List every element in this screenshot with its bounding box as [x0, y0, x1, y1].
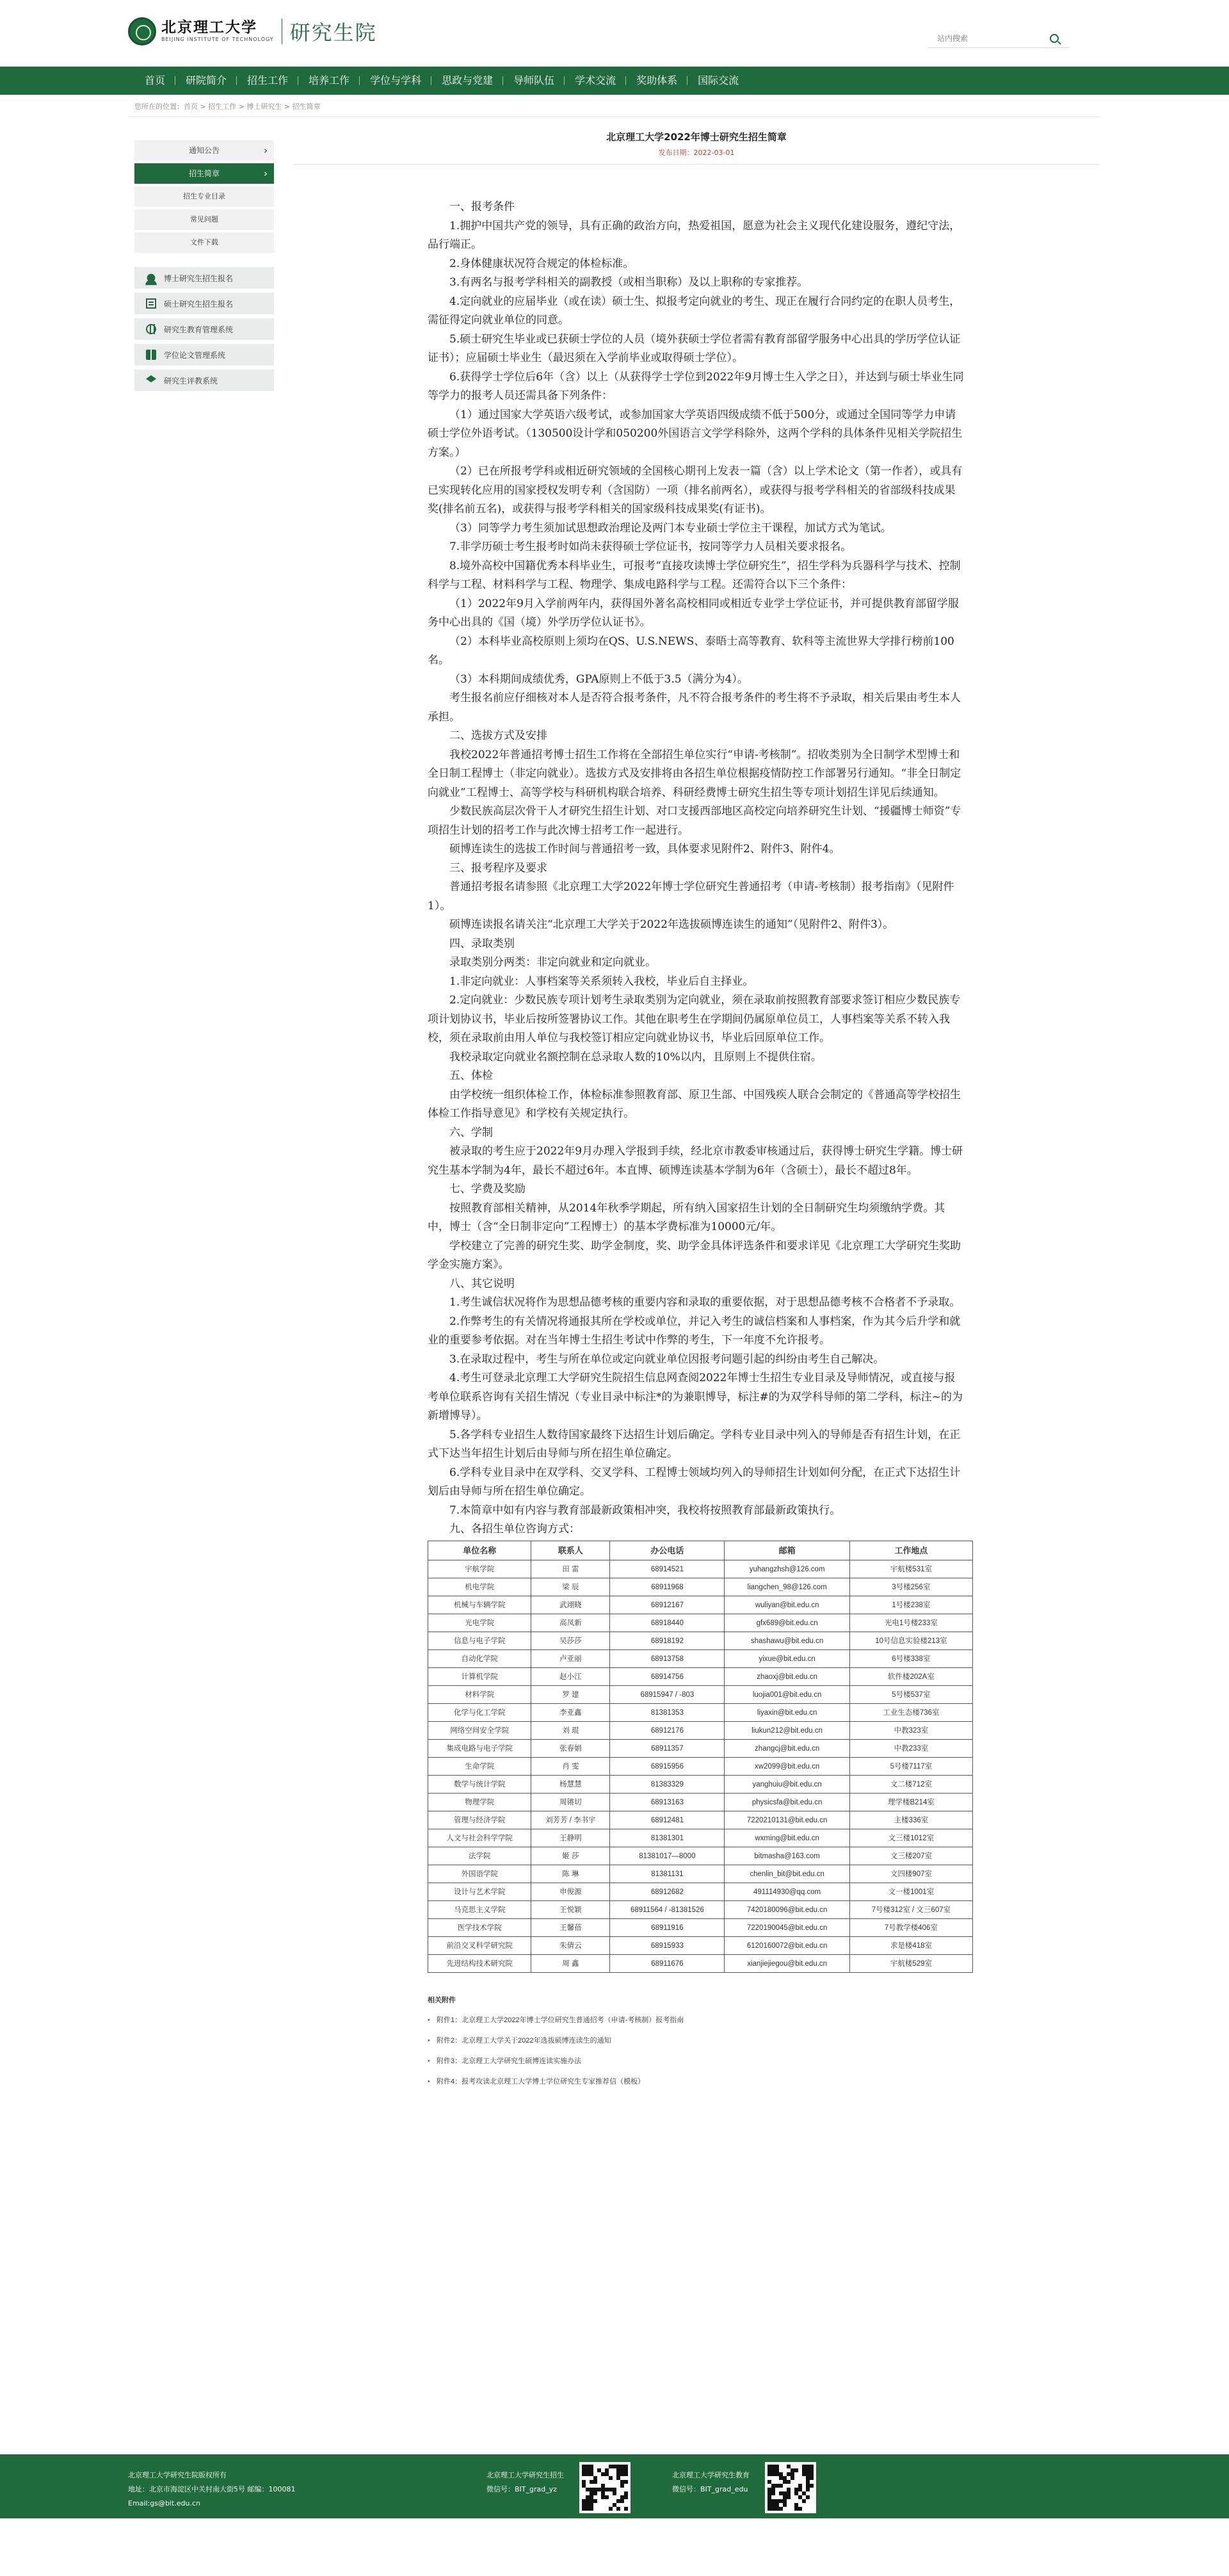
table-cell: 物理学院	[428, 1794, 531, 1811]
article-paragraph: 被录取的考生应于2022年9月办理入学报到手续，经北京市教委审核通过后，获得博士研究生学籍。博士研究生基本学制为4年，最长不超过6年。本直博、硕博连读基本学制为6年（含硕士），最长不超过8年。	[428, 1145, 963, 1177]
qr-code-icon	[579, 2462, 631, 2513]
article-paragraph: 学校建立了完善的研究生奖、助学金制度，奖、助学金具体评选条件和要求详见《北京理工大学研究生奖助学金实施方案》。	[428, 1239, 961, 1271]
table-cell: 设计与艺术学院	[428, 1883, 531, 1901]
nav-item[interactable]: 导师队伍	[503, 67, 565, 95]
table-cell: 主楼336室	[849, 1811, 972, 1829]
article-paragraph: 3.有两名与报考学科相关的副教授（或相当职称）及以上职称的专家推荐。	[449, 276, 808, 289]
logo-en: BEIJING INSTITUTE OF TECHNOLOGY	[161, 36, 274, 42]
table-cell: 刘 琨	[531, 1722, 610, 1740]
article-paragraph: （1）2022年9月入学前两年内，获得国外著名高校相同或相近专业学士学位证书，并可提供教育部留学服务中心出具的《国（境）外学历学位认证书》。	[428, 597, 959, 629]
article-paragraph: 六、学制	[449, 1126, 493, 1139]
article-paragraph: 七、学费及奖励	[449, 1183, 526, 1195]
table-cell: 68911916	[610, 1919, 725, 1937]
qr2-title: 北京理工大学研究生教育	[672, 2471, 750, 2479]
table-cell: 7号教学楼406室	[849, 1919, 972, 1937]
table-cell: 机械与车辆学院	[428, 1596, 531, 1614]
table-cell: physicsfa@bit.edu.cn	[725, 1794, 849, 1811]
table-cell: xw2099@bit.edu.cn	[725, 1758, 849, 1776]
nav-item[interactable]: 培养工作	[298, 67, 360, 95]
header	[0, 0, 1229, 67]
table-row	[428, 1740, 973, 1758]
table-cell: yanghuiu@bit.edu.cn	[725, 1776, 849, 1794]
table-cell: 王悦颖	[531, 1901, 610, 1919]
table-row	[428, 1776, 973, 1794]
article-paragraph: 5.硕士研究生毕业或已获硕士学位的人员（境外获硕士学位者需有教育部留学服务中心出具的学历学位认证证书）；应届硕士毕业生（最迟须在入学前毕业或取得硕士学位）。	[428, 332, 961, 364]
footer-address: 地址：北京市海淀区中关村南大街5号 邮编：100081	[128, 2485, 296, 2493]
person-icon	[147, 274, 156, 282]
table-cell: 68912481	[610, 1811, 725, 1829]
table-cell: 求是楼418室	[849, 1937, 972, 1955]
footer-copyright: 北京理工大学研究生院版权所有	[128, 2471, 227, 2479]
article-date: 发布日期：2022-03-01	[658, 149, 735, 157]
table-cell: 491114930@qq.com	[725, 1883, 849, 1901]
quick-link-label: 硕士研究生招生报名	[164, 299, 234, 309]
table-row	[428, 1560, 973, 1578]
article-paragraph: 八、其它说明	[449, 1277, 515, 1290]
table-cell: 68911968	[610, 1578, 725, 1596]
table-cell: 68911676	[610, 1955, 725, 1973]
logo-cn: 北京理工大学	[161, 19, 257, 36]
table-cell: 王静明	[531, 1829, 610, 1847]
article-title: 北京理工大学2022年博士研究生招生简章	[606, 131, 787, 143]
doc-icon	[146, 298, 156, 309]
sidebar-quick-link[interactable]	[134, 318, 274, 340]
contact-table	[428, 1541, 973, 1973]
table-cell: shashawu@bit.edu.cn	[725, 1632, 849, 1650]
table-cell: wuliyan@bit.edu.cn	[725, 1596, 849, 1614]
quick-link-label: 学位论文管理系统	[164, 350, 226, 360]
table-row	[428, 1919, 973, 1937]
article-paragraph: （3）同等学力考生须加试思想政治理论及两门本专业硕士学位主干课程，加试方式为笔试。	[449, 521, 892, 535]
qr1-sub: 微信号：BIT_grad_yz	[486, 2485, 558, 2493]
table-cell: 刘芳芳 / 李书宇	[531, 1811, 610, 1829]
table-row	[428, 1632, 973, 1650]
table-cell: 68915933	[610, 1937, 725, 1955]
nav-item[interactable]: 学位与学科	[360, 67, 431, 95]
table-row	[428, 1955, 973, 1973]
table-row	[428, 1668, 973, 1686]
table-cell: 理学楼B214室	[849, 1794, 972, 1811]
table-cell: 7220190045@bit.edu.cn	[725, 1919, 849, 1937]
article-paragraph: 四、录取类别	[449, 937, 515, 950]
table-cell: 81381131	[610, 1865, 725, 1883]
sidebar	[134, 140, 274, 395]
article-paragraph: 2.定向就业：少数民族专项计划考生录取类别为定向就业，须在录取前按照教育部要求签订相应少数民族专项计划协议书，毕业后按所签署协议工作。其他在职考生在学期间仍属原单位员工，人事档案等关系不转入我校，须在录取前由用人单位与我校签订相应定向就业协议书，毕业后回原单位工作。	[428, 994, 961, 1044]
table-row	[428, 1847, 973, 1865]
article-paragraph: 硕博连读报名请关注“北京理工大学关于2022年选拔硕博连读生的通知”（见附件2、附件3）。	[449, 918, 894, 931]
breadcrumb: 您所在的位置：首页 > 招生工作 > 博士研究生 > 招生简章	[134, 102, 321, 111]
nav-item[interactable]: 国际交流	[698, 74, 739, 86]
quick-link-label: 博士研究生招生报名	[164, 273, 234, 283]
table-cell: 6120160072@bit.edu.cn	[725, 1937, 849, 1955]
globe-icon	[146, 324, 156, 334]
article-paragraph: （2）本科毕业高校原则上须均在QS、U.S.NEWS、泰晤士高等教育、软科等主流世界大学排行榜前100名。	[428, 635, 954, 667]
table-cell: 朱倩云	[531, 1937, 610, 1955]
nav-item[interactable]: 招生工作	[237, 67, 298, 95]
table-cell: 文三楼207室	[849, 1847, 972, 1865]
quick-link-label: 研究生教育管理系统	[164, 325, 234, 334]
table-cell: 光电学院	[428, 1614, 531, 1632]
table-cell: 武翊晓	[531, 1596, 610, 1614]
footer-email: Email:gs@bit.edu.cn	[128, 2499, 201, 2507]
sidebar-quick-link[interactable]	[134, 293, 274, 314]
table-cell: xianjiejiegou@bit.edu.cn	[725, 1955, 849, 1973]
table-cell: 1号楼238室	[849, 1596, 972, 1614]
table-cell: 罗 建	[531, 1686, 610, 1704]
table-cell: 材料学院	[428, 1686, 531, 1704]
article-body	[428, 198, 965, 1973]
table-row	[428, 1686, 973, 1704]
nav-item[interactable]: 思政与党建	[431, 67, 503, 95]
article-paragraph: 一、报考条件	[449, 200, 515, 213]
chevron-right-icon: ›	[264, 145, 268, 156]
table-cell: 卢亚丽	[531, 1650, 610, 1668]
table-cell: 机电学院	[428, 1578, 531, 1596]
sidebar-menu-label: 招生专业目录	[183, 192, 225, 200]
table-cell: 光电1号楼233室	[849, 1614, 972, 1632]
table-cell: 医学技术学院	[428, 1919, 531, 1937]
main-nav	[0, 67, 1229, 95]
search-box	[928, 29, 1069, 48]
sidebar-menu-item[interactable]	[134, 186, 274, 207]
table-cell: 宇航学院	[428, 1560, 531, 1578]
table-header: 邮箱	[725, 1541, 849, 1560]
table-cell: 中教323室	[849, 1722, 972, 1740]
qr2-sub: 微信号：BIT_grad_edu	[672, 2485, 748, 2493]
table-cell: 集成电路与电子学院	[428, 1740, 531, 1758]
table-row	[428, 1811, 973, 1829]
article-paragraph: 由学校统一组织体检工作，体检标准参照教育部、原卫生部、中国残疾人联合会制定的《普通高等学校招生体检工作指导意见》和学校有关规定执行。	[428, 1088, 961, 1120]
university-logo[interactable]	[128, 17, 377, 46]
table-row	[428, 1650, 973, 1668]
article-paragraph: 九、各招生单位咨询方式：	[449, 1523, 580, 1535]
table-cell: 文三楼1012室	[849, 1829, 972, 1847]
article-paragraph: 少数民族高层次骨干人才研究生招生计划、对口支援西部地区高校定向培养研究生计划、“援疆博士师资”专项招生计划的招考工作与此次博士招考工作一起进行。	[428, 805, 961, 837]
table-cell: 7220210131@bit.edu.cn	[725, 1811, 849, 1829]
attachment-link[interactable]: • 附件4：报考攻读北京理工大学博士学位研究生专家推荐信（模板）	[428, 2077, 965, 2087]
table-cell: 68911357	[610, 1740, 725, 1758]
table-cell: 田 雷	[531, 1560, 610, 1578]
table-cell: 人文与社会科学学院	[428, 1829, 531, 1847]
table-cell: 高凤新	[531, 1614, 610, 1632]
table-cell: 杨慧慧	[531, 1776, 610, 1794]
table-cell: 宇航楼531室	[849, 1560, 972, 1578]
table-cell: 前沿交叉科学研究院	[428, 1937, 531, 1955]
table-cell: 5号楼7117室	[849, 1758, 972, 1776]
article-paragraph: 二、选拔方式及安排	[449, 729, 547, 742]
table-cell: 68911564 / -81381526	[610, 1901, 725, 1919]
table-header: 办公电话	[610, 1541, 725, 1560]
table-cell: luojia001@bit.edu.cn	[725, 1686, 849, 1704]
table-cell: 法学院	[428, 1847, 531, 1865]
table-cell: chenlin_bit@bit.edu.cn	[725, 1865, 849, 1883]
site-subtitle: 研究生院	[289, 20, 377, 45]
article-paragraph: 6.获得学士学位后6年（含）以上（从获得学士学位到2022年9月博士生入学之日），并达到与硕士毕业生同等学力的报考人员还需具备下列条件：	[428, 370, 964, 402]
article-paragraph: （3）本科期间成绩优秀，GPA原则上不低于3.5（满分为4）。	[449, 672, 748, 686]
table-cell: 信息与电子学院	[428, 1632, 531, 1650]
sidebar-menu-label: 通知公告	[188, 146, 220, 155]
sidebar-quick-link[interactable]	[134, 267, 274, 289]
article-paragraph: 3.在录取过程中，考生与所在单位或定向就业单位因报考问题引起的纠纷由考生自己解决。	[449, 1352, 885, 1366]
table-cell: 81381017—8000	[610, 1847, 725, 1865]
book-icon	[146, 350, 156, 360]
table-row	[428, 1865, 973, 1883]
table-cell: 化学与化工学院	[428, 1704, 531, 1722]
table-cell: 李亚鑫	[531, 1704, 610, 1722]
table-cell: 工业生态楼736室	[849, 1704, 972, 1722]
table-cell: 管理与经济学院	[428, 1811, 531, 1829]
table-cell: 68914521	[610, 1560, 725, 1578]
sidebar-menu-label: 招生简章	[188, 169, 220, 178]
table-header: 工作地点	[849, 1541, 972, 1560]
table-cell: 先进结构技术研究院	[428, 1955, 531, 1973]
table-cell: yixue@bit.edu.cn	[725, 1650, 849, 1668]
article-paragraph: （1）通过国家大学英语六级考试，或参加国家大学英语四级成绩不低于500分，或通过全国同等学力申请硕士学位外语考试。（130500设计学和050200外国语言文学学科除外，这两个学科的具体条件见相关学院招生方案。）	[428, 408, 963, 459]
table-cell: 68918440	[610, 1614, 725, 1632]
table-cell: 68912176	[610, 1722, 725, 1740]
table-cell: 6号楼338室	[849, 1650, 972, 1668]
table-cell: 68918192	[610, 1632, 725, 1650]
table-cell: bitmasha@163.com	[725, 1847, 849, 1865]
nav-item[interactable]: 首页	[134, 67, 175, 95]
table-cell: 68915956	[610, 1758, 725, 1776]
article-paragraph: 2.身体健康状况符合规定的体检标准。	[449, 257, 634, 270]
table-cell: 文四楼907室	[849, 1865, 972, 1883]
article-paragraph: 1.考生诚信状况将作为思想品德考核的重要内容和录取的重要依据，对于思想品德考核不合格者不予录取。	[449, 1296, 961, 1309]
table-cell: zhaoxj@bit.edu.cn	[725, 1668, 849, 1686]
table-header: 联系人	[531, 1541, 610, 1560]
article-paragraph: 7.非学历硕士考生报考时如尚未获得硕士学位证书，按同等学力人员相关要求报名。	[449, 540, 852, 553]
table-cell: 68914756	[610, 1668, 725, 1686]
article-paragraph: 5.各学科专业招生人数待国家最终下达招生计划后确定。学科专业目录中列入的导师是否有招生计划，在正式下达当年招生计划后由导师与所在招生单位确定。	[428, 1428, 961, 1460]
nav-item[interactable]: 学术交流	[565, 67, 626, 95]
table-row	[428, 1704, 973, 1722]
table-cell: 中教233室	[849, 1740, 972, 1758]
sidebar-menu-item[interactable]	[134, 209, 274, 230]
table-cell: 文二楼712室	[849, 1776, 972, 1794]
article-paragraph: 按照教育部相关精神，从2014年秋季学期起，所有纳入国家招生计划的全日制研究生均须缴纳学费。其中，博士（含“全日制非定向”工程博士）的基本学费标准为10000元/年。	[428, 1201, 945, 1233]
article-paragraph: 2.作弊考生的有关情况将通报其所在学校或单位，并记入考生的诚信档案和人事档案，作为其今后升学和就业的重要参考依据。对在当年博士生招生考试中作弊的考生，下一年度不允许报考。	[428, 1315, 961, 1347]
article-paragraph: 1.拥护中国共产党的领导，具有正确的政治方向，热爱祖国，愿意为社会主义现代化建设服务，遵纪守法，品行端正。	[428, 219, 961, 251]
article-paragraph: 8.境外高校中国籍优秀本科毕业生，可报考“直接攻读博士学位研究生”，招生学科为兵器科学与技术、控制科学与工程、材料科学与工程、物理学、集成电路科学与工程。还需符合以下三个条件：	[428, 559, 961, 591]
table-cell: 7号楼312室 / 文三607室	[849, 1901, 972, 1919]
table-row	[428, 1578, 973, 1596]
article-paragraph: 7.本简章中如有内容与教育部最新政策相冲突，我校将按照教育部最新政策执行。	[449, 1503, 841, 1517]
quick-link-label: 研究生评教系统	[164, 376, 218, 385]
table-row	[428, 1614, 973, 1632]
nav-item[interactable]: 奖助体系	[626, 67, 687, 95]
table-cell: 赵小江	[531, 1668, 610, 1686]
table-row	[428, 1722, 973, 1740]
table-row	[428, 1937, 973, 1955]
table-cell: 周 鑫	[531, 1955, 610, 1973]
footer	[0, 2454, 1229, 2518]
article-paragraph: 录取类别分两类：非定向就业和定向就业。	[449, 956, 656, 969]
table-cell: 文一楼1001室	[849, 1883, 972, 1901]
table-cell: 68913163	[610, 1794, 725, 1811]
article-paragraph: 6.学科专业目录中在双学科、交叉学科、工程博士领域均列入的导师招生计划如何分配，在正式下达招生计划后由导师与所在招生单位确定。	[428, 1466, 961, 1498]
article-paragraph: 三、报考程序及要求	[449, 861, 547, 875]
table-cell: 吴莎莎	[531, 1632, 610, 1650]
table-cell: 68913758	[610, 1650, 725, 1668]
table-cell: 肖 雯	[531, 1758, 610, 1776]
attachments	[428, 1995, 965, 2087]
sidebar-menu-label: 文件下载	[190, 238, 218, 247]
table-cell: zhangcj@bit.edu.cn	[725, 1740, 849, 1758]
cap-icon	[146, 375, 156, 385]
table-cell: 网络空间安全学院	[428, 1722, 531, 1740]
table-cell: 梁 辰	[531, 1578, 610, 1596]
table-cell: 周锵切	[531, 1794, 610, 1811]
sidebar-menu-label: 常见问题	[190, 215, 218, 223]
table-cell: liyaxin@bit.edu.cn	[725, 1704, 849, 1722]
article-paragraph: 我校录取定向就业名额控制在总录取人数的10%以内，且原则上不提供住宿。	[449, 1050, 822, 1064]
table-cell: yuhangzhsh@126.com	[725, 1560, 849, 1578]
qr-code-icon	[765, 2462, 816, 2513]
table-cell: 陈 琳	[531, 1865, 610, 1883]
table-cell: 5号楼537室	[849, 1686, 972, 1704]
table-cell: 68915947 / -803	[610, 1686, 725, 1704]
article-paragraph: 4.考生可登录北京理工大学研究生院招生信息网查阅2022年博士生招生专业目录及导师情况，或直接与报考单位联系咨询有关招生情况（专业目录中标注*的为兼职博导，标注#的为双学科导师的第二学科，标注~的为新增博导）。	[428, 1372, 963, 1422]
table-cell: 宇航楼529室	[849, 1955, 972, 1973]
sidebar-quick-link[interactable]	[134, 369, 274, 391]
table-cell: 81383329	[610, 1776, 725, 1794]
chevron-right-icon: ›	[264, 168, 268, 179]
table-row	[428, 1596, 973, 1614]
attachment-link[interactable]: • 附件1：北京理工大学2022年博士学位研究生普通招考（申请-考核制）报考指南	[428, 2015, 965, 2025]
sidebar-quick-link[interactable]	[134, 344, 274, 366]
table-row	[428, 1883, 973, 1901]
article-paragraph: 考生报名前应仔细核对本人是否符合报考条件，凡不符合报考条件的考生将不予录取，相关后果由考生本人承担。	[428, 692, 961, 724]
table-cell: 王馨蓓	[531, 1919, 610, 1937]
article-paragraph: 普通招考报名请参照《北京理工大学2022年博士学位研究生普通招考（申请-考核制）报考指南》（见附件1）。	[428, 880, 954, 912]
nav-item[interactable]: 研院简介	[175, 67, 237, 95]
table-cell: liangchen_98@126.com	[725, 1578, 849, 1596]
sidebar-menu-item[interactable]	[134, 163, 274, 184]
table-header: 单位名称	[428, 1541, 531, 1560]
title-divider	[293, 164, 1100, 165]
table-row	[428, 1901, 973, 1919]
table-cell: 外国语学院	[428, 1865, 531, 1883]
article-paragraph: 1.非定向就业：人事档案等关系须转入我校，毕业后自主择业。	[449, 975, 754, 988]
table-cell: 软件楼202A室	[849, 1668, 972, 1686]
table-cell: liukun212@bit.edu.cn	[725, 1722, 849, 1740]
table-cell: 自动化学院	[428, 1650, 531, 1668]
attachment-link[interactable]: • 附件2：北京理工大学关于2022年选拔硕博连读生的通知	[428, 2036, 965, 2046]
table-cell: 马克思主义学院	[428, 1901, 531, 1919]
table-cell: 81381301	[610, 1829, 725, 1847]
university-seal-icon	[128, 17, 156, 45]
article	[293, 117, 1100, 2097]
table-cell: 计算机学院	[428, 1668, 531, 1686]
table-cell: 3号楼256室	[849, 1578, 972, 1596]
table-row	[428, 1829, 973, 1847]
table-row	[428, 1794, 973, 1811]
search-icon[interactable]	[1050, 34, 1059, 43]
table-cell: 数学与统计学院	[428, 1776, 531, 1794]
table-cell: 生命学院	[428, 1758, 531, 1776]
article-paragraph: （2）已在所报考学科或相近研究领域的全国核心期刊上发表一篇（含）以上学术论文（第一作者），或具有已实现转化应用的国家授权发明专利（含国防）一项（排名前两名），或获得与报考学科相关的省部级科技成果奖(排名前五名)，或获得与报考学科相关的国家级科技成果奖(有证书)。	[428, 465, 963, 515]
table-cell: 68912682	[610, 1883, 725, 1901]
sidebar-menu-item[interactable]	[134, 140, 274, 161]
attachments-title: 相关附件	[428, 1997, 456, 2004]
table-cell: 81381353	[610, 1704, 725, 1722]
table-cell: 68912167	[610, 1596, 725, 1614]
qr1-title: 北京理工大学研究生招生	[486, 2471, 564, 2479]
table-cell: 姬 莎	[531, 1847, 610, 1865]
table-row	[428, 1758, 973, 1776]
article-paragraph: 五、体检	[449, 1069, 493, 1082]
article-paragraph: 硕博连读生的选拔工作时间与普通招考一致，具体要求见附件2、附件3、附件4。	[449, 843, 840, 855]
search-input[interactable]	[928, 29, 1043, 47]
article-paragraph: 我校2022年普通招考博士招生工作将在全部招生单位实行“申请-考核制”。招收类别为全日制学术型博士和全日制工程博士（非定向就业）。选拔方式及安排将由各招生单位根据疫情防控工作部署另行通知。“非全日制定向就业”工程博士、高等学校与科研机构联合培养、科研经费博士研究生招生等专项计划招生详见后续通知。	[428, 748, 961, 799]
table-cell: wxming@bit.edu.cn	[725, 1829, 849, 1847]
table-cell: 10号信息实验楼213室	[849, 1632, 972, 1650]
article-paragraph: 4.定向就业的应届毕业（或在读）硕士生、拟报考定向就业的考生、现正在履行合同约定的在职人员考生，需征得定向就业单位的同意。	[428, 295, 961, 327]
table-cell: gfx689@bit.edu.cn	[725, 1614, 849, 1632]
table-cell: 张春娟	[531, 1740, 610, 1758]
attachment-link[interactable]: • 附件3：北京理工大学研究生硕博连读实施办法	[428, 2056, 965, 2066]
sidebar-menu-item[interactable]	[134, 232, 274, 253]
table-cell: 7420180096@bit.edu.cn	[725, 1901, 849, 1919]
table-cell: 申俊源	[531, 1883, 610, 1901]
